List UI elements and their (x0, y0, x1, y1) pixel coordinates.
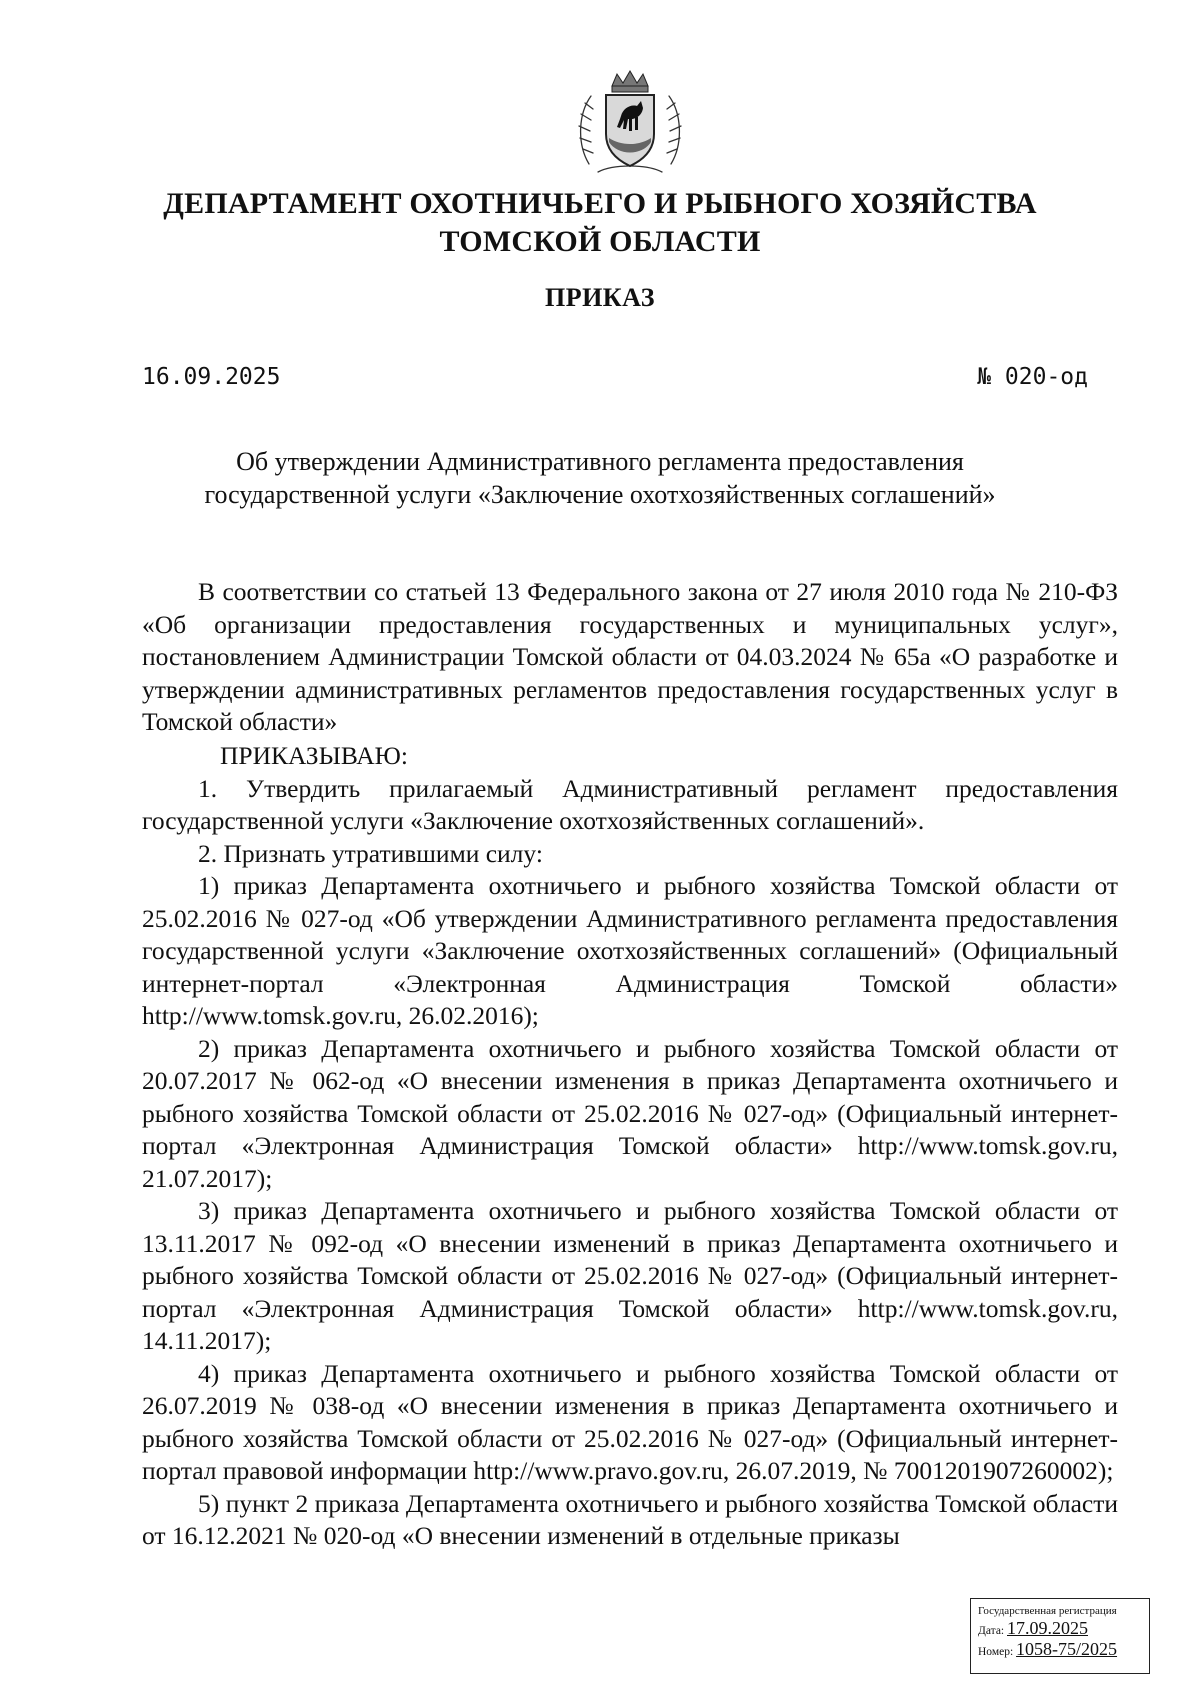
preamble-block (142, 576, 1118, 739)
order-subject-line-1: Об утверждении Административного регламента предоставления (236, 447, 964, 476)
order-subject (120, 445, 1080, 511)
document-type-title: ПРИКАЗ (544, 283, 656, 312)
repealed-order-1: 1) приказ Департамента охотничьего и рыбного хозяйства Томской области от 25.02.2016 № 027-од «Об утверждении Административного регламента предоставления государственной услуги «Заключение охотхозяйственных соглашений» (Официальный интернет-портал «Электронная Администрация Томской области» http://www.tomsk.gov.ru, 26.02.2016); (142, 871, 1118, 1030)
repealed-order-4: 4) приказ Департамента охотничьего и рыбного хозяйства Томской области от 26.07.2019 № 038-од «О внесении изменения в приказ Департамента охотничьего и рыбного хозяйства Томской области от 25.02.2016 № 027-од» (Официальный интернет-портал правовой информации http://www.pravo.gov.ru, 26.07.2019, № 7001201907260002); (142, 1358, 1118, 1485)
preamble-paragraph: В соответствии со статьей 13 Федерального закона от 27 июля 2010 года № 210-ФЗ «Об организации предоставления государственных и муниципальных услуг», постановлением Администрации Томской области от 04.03.2024 № 65а «О разработке и утверждении административных регламентов предоставления государственных услуг в Томской области» (142, 577, 1118, 736)
order-subject-line-2: государственной услуги «Заключение охотхозяйственных соглашений» (204, 480, 996, 509)
order-number: № 020-од (977, 364, 1088, 390)
registration-date-row (978, 1619, 1142, 1640)
registration-stamp-title: Государственная регистрация (978, 1605, 1117, 1617)
repealed-order-5: 5) пункт 2 приказа Департамента охотничьего и рыбного хозяйства Томской области от 16.12.2021 № 020-од «О внесении изменений в отдельные приказы (142, 1488, 1118, 1550)
department-name-line-2: ТОМСКОЙ ОБЛАСТИ (439, 225, 761, 258)
registration-stamp (970, 1598, 1150, 1674)
registration-date-value: 17.09.2025 (1007, 1618, 1088, 1638)
order-directive-word: ПРИКАЗЫВАЮ: (220, 741, 408, 770)
order-clauses (142, 740, 1118, 1553)
tomsk-coat-of-arms-icon (573, 68, 687, 176)
department-name-line-1: ДЕПАРТАМЕНТ ОХОТНИЧЬЕГО И РЫБНОГО ХОЗЯЙСТВА (163, 187, 1037, 220)
repealed-order-2: 2) приказ Департамента охотничьего и рыбного хозяйства Томской области от 20.07.2017 № 062-од «О внесении изменения в приказ Департамента охотничьего и рыбного хозяйства Томской области от 25.02.2016 № 027-од» (Официальный интернет-портал «Электронная Администрация Томской области» http://www.tomsk.gov.ru, 21.07.2017); (142, 1033, 1118, 1193)
order-date: 16.09.2025 (142, 364, 281, 390)
registration-date-label: Дата: (978, 1625, 1005, 1637)
order-item-2: 2. Признать утратившими силу: (198, 838, 543, 868)
order-item-1: 1. Утвердить прилагаемый Административный регламент предоставления государственной услуги «Заключение охотхозяйственных соглашений». (142, 773, 1118, 835)
registration-number-value: 1058-75/2025 (1016, 1639, 1118, 1659)
repealed-order-3: 3) приказ Департамента охотничьего и рыбного хозяйства Томской области от 13.11.2017 № 092-од «О внесении изменений в приказ Департамента охотничьего и рыбного хозяйства Томской области от 25.02.2016 № 027-од» (Официальный интернет-портал «Электронная Администрация Томской области» http://www.tomsk.gov.ru, 14.11.2017); (142, 1196, 1118, 1355)
registration-number-label: Номер: (978, 1646, 1014, 1658)
registration-number-row (978, 1640, 1142, 1661)
